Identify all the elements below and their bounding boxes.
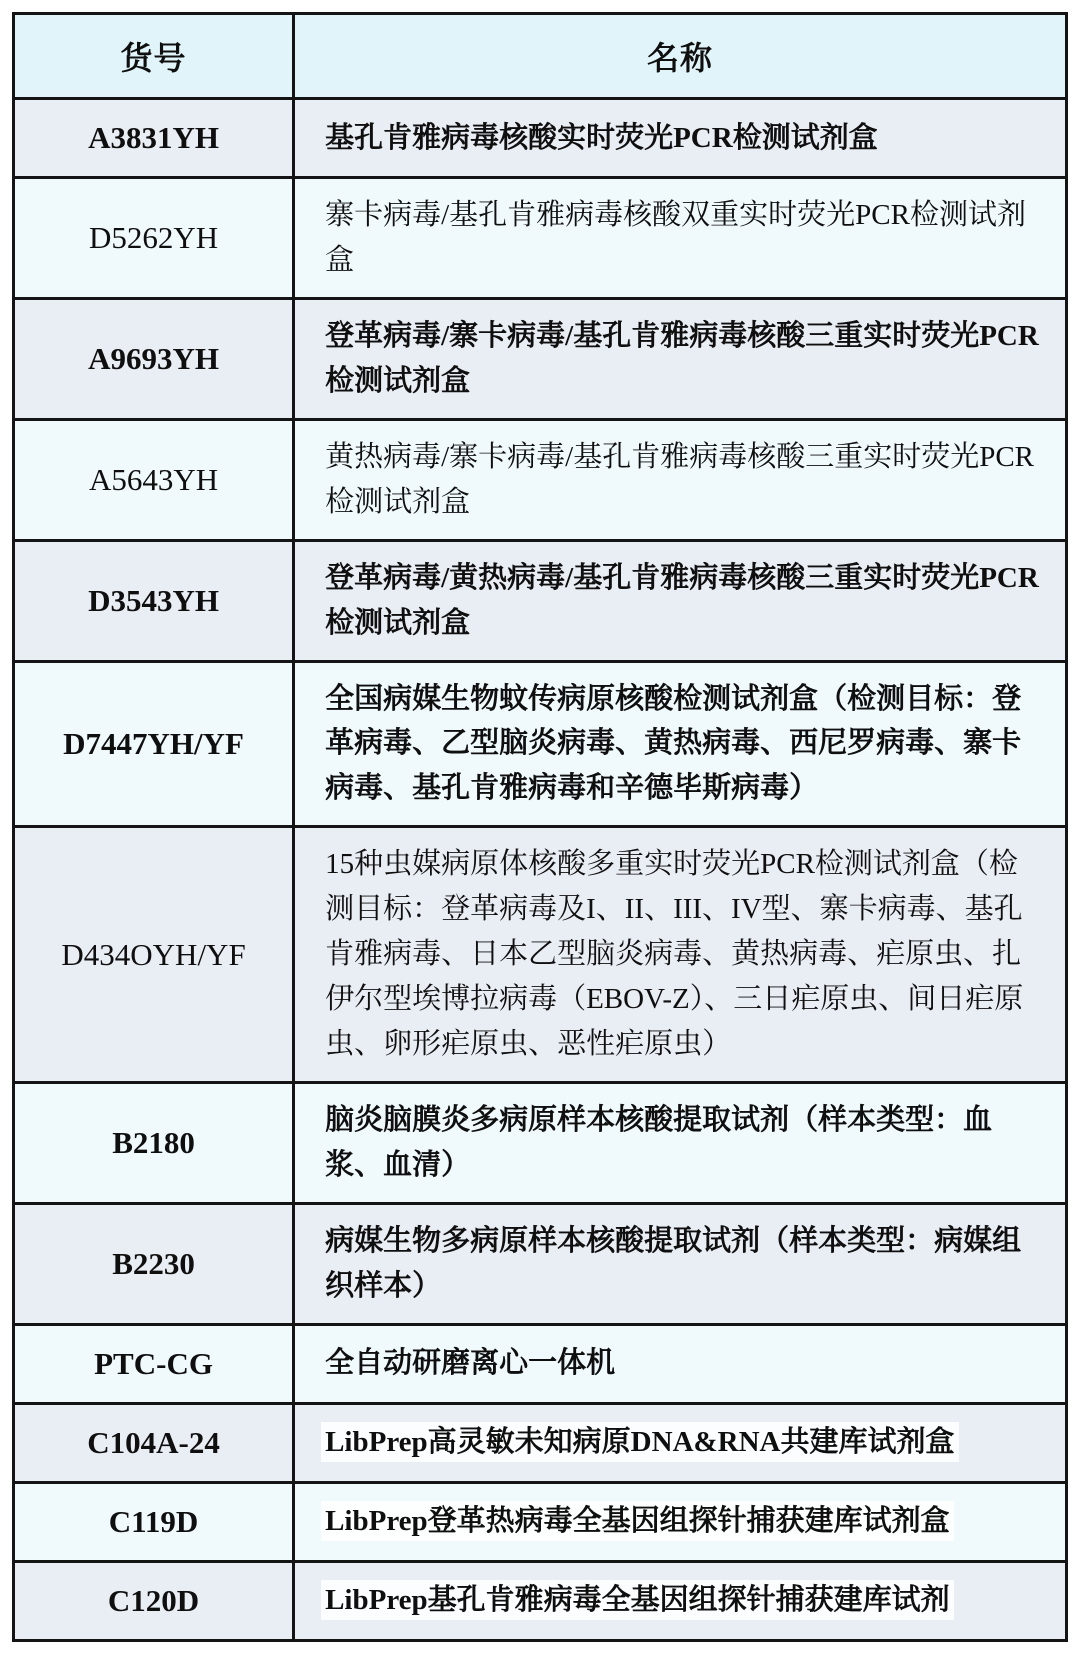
row-name-cell: [294, 1482, 1067, 1561]
table-row: [14, 99, 1067, 178]
row-code: B2230: [112, 1245, 195, 1281]
row-name-cell: [294, 1403, 1067, 1482]
row-code-cell: [14, 1083, 294, 1204]
row-code: A9693YH: [88, 340, 219, 376]
table-row: [14, 827, 1067, 1083]
row-code-cell: [14, 1403, 294, 1482]
table-row: [14, 1324, 1067, 1403]
col-header-code: 货号: [14, 14, 294, 99]
row-code-cell: [14, 540, 294, 661]
row-code-cell: [14, 1324, 294, 1403]
row-name-text: 登革病毒/寨卡病毒/基孔肯雅病毒核酸三重实时荧光PCR检测试剂盒: [325, 319, 1039, 397]
table-body: [14, 99, 1067, 1641]
row-name-text: LibPrep基孔肯雅病毒全基因组探针捕获建库试剂: [325, 1584, 950, 1617]
row-name-cell: [294, 540, 1067, 661]
table-row: [14, 1561, 1067, 1640]
row-code: C119D: [108, 1503, 199, 1539]
row-code: D7447YH/YF: [63, 725, 244, 761]
table-row: [14, 1083, 1067, 1204]
row-code-cell: [14, 298, 294, 419]
row-name-text: LibPrep高灵敏未知病原DNA&RNA共建库试剂盒: [325, 1426, 955, 1459]
row-code: C104A-24: [87, 1424, 220, 1460]
row-name-cell: [294, 419, 1067, 540]
product-table: [12, 12, 1068, 1642]
row-code-cell: [14, 1203, 294, 1324]
row-code-cell: [14, 178, 294, 299]
row-name-cell: [294, 1083, 1067, 1204]
row-code-cell: [14, 419, 294, 540]
row-code-cell: [14, 1561, 294, 1640]
row-name-cell: [294, 1561, 1067, 1640]
header-row: [14, 14, 1067, 99]
row-name-cell: [294, 178, 1067, 299]
row-code-cell: [14, 827, 294, 1083]
row-name-text: 寨卡病毒/基孔肯雅病毒核酸双重实时荧光PCR检测试剂盒: [325, 199, 1026, 276]
row-code: B2180: [112, 1124, 195, 1160]
row-name-text: 登革病毒/黄热病毒/基孔肯雅病毒核酸三重实时荧光PCR检测试剂盒: [325, 561, 1039, 639]
row-code-cell: [14, 99, 294, 178]
table-row: [14, 1482, 1067, 1561]
row-code: A5643YH: [88, 461, 219, 497]
row-name-text: 脑炎脑膜炎多病原样本核酸提取试剂（样本类型：血浆、血清）: [325, 1104, 993, 1181]
row-name-cell: [294, 99, 1067, 178]
table-row: [14, 540, 1067, 661]
col-header-name: 名称: [294, 14, 1067, 99]
table-row: [14, 178, 1067, 299]
row-code: D3543YH: [88, 582, 219, 618]
row-name-cell: [294, 827, 1067, 1083]
row-name-text: LibPrep登革热病毒全基因组探针捕获建库试剂盒: [325, 1505, 950, 1538]
row-name-text: 15种虫媒病原体核酸多重实时荧光PCR检测试剂盒（检测目标：登革病毒及I、II、III、IV型、寨卡病毒、基孔肯雅病毒、日本乙型脑炎病毒、黄热病毒、疟原虫、扎伊尔型埃博拉病毒（EBOV-Z）、三日疟原虫、间日疟原虫、卵形疟原虫、恶性疟原虫）: [325, 848, 1024, 1061]
row-name-text: 病媒生物多病原样本核酸提取试剂（样本类型：病媒组织样本）: [325, 1224, 1022, 1302]
row-name-cell: [294, 1324, 1067, 1403]
table-row: [14, 419, 1067, 540]
row-code-cell: [14, 1482, 294, 1561]
table-row: [14, 1203, 1067, 1324]
row-name-cell: [294, 298, 1067, 419]
table-row: [14, 298, 1067, 419]
row-name-cell: [294, 661, 1067, 827]
row-name-text: 全自动研磨离心一体机: [325, 1347, 616, 1380]
row-name-text: 黄热病毒/寨卡病毒/基孔肯雅病毒核酸三重实时荧光PCR检测试剂盒: [325, 440, 1035, 518]
row-name-cell: [294, 1203, 1067, 1324]
row-code-cell: [14, 661, 294, 827]
row-code: A3831YH: [88, 120, 219, 155]
table-row: [14, 1403, 1067, 1482]
row-code: D434OYH/YF: [61, 936, 246, 972]
row-code: C120D: [107, 1582, 200, 1618]
row-code: PTC-CG: [94, 1345, 213, 1381]
table-row: [14, 661, 1067, 827]
row-code: D5262YH: [88, 219, 219, 255]
row-name-text: 基孔肯雅病毒核酸实时荧光PCR检测试剂盒: [325, 121, 878, 154]
table-header: [14, 14, 1067, 99]
row-name-text: 全国病媒生物蚊传病原核酸检测试剂盒（检测目标：登革病毒、乙型脑炎病毒、黄热病毒、西尼罗病毒、寨卡病毒、基孔肯雅病毒和辛德毕斯病毒）: [325, 682, 1022, 805]
